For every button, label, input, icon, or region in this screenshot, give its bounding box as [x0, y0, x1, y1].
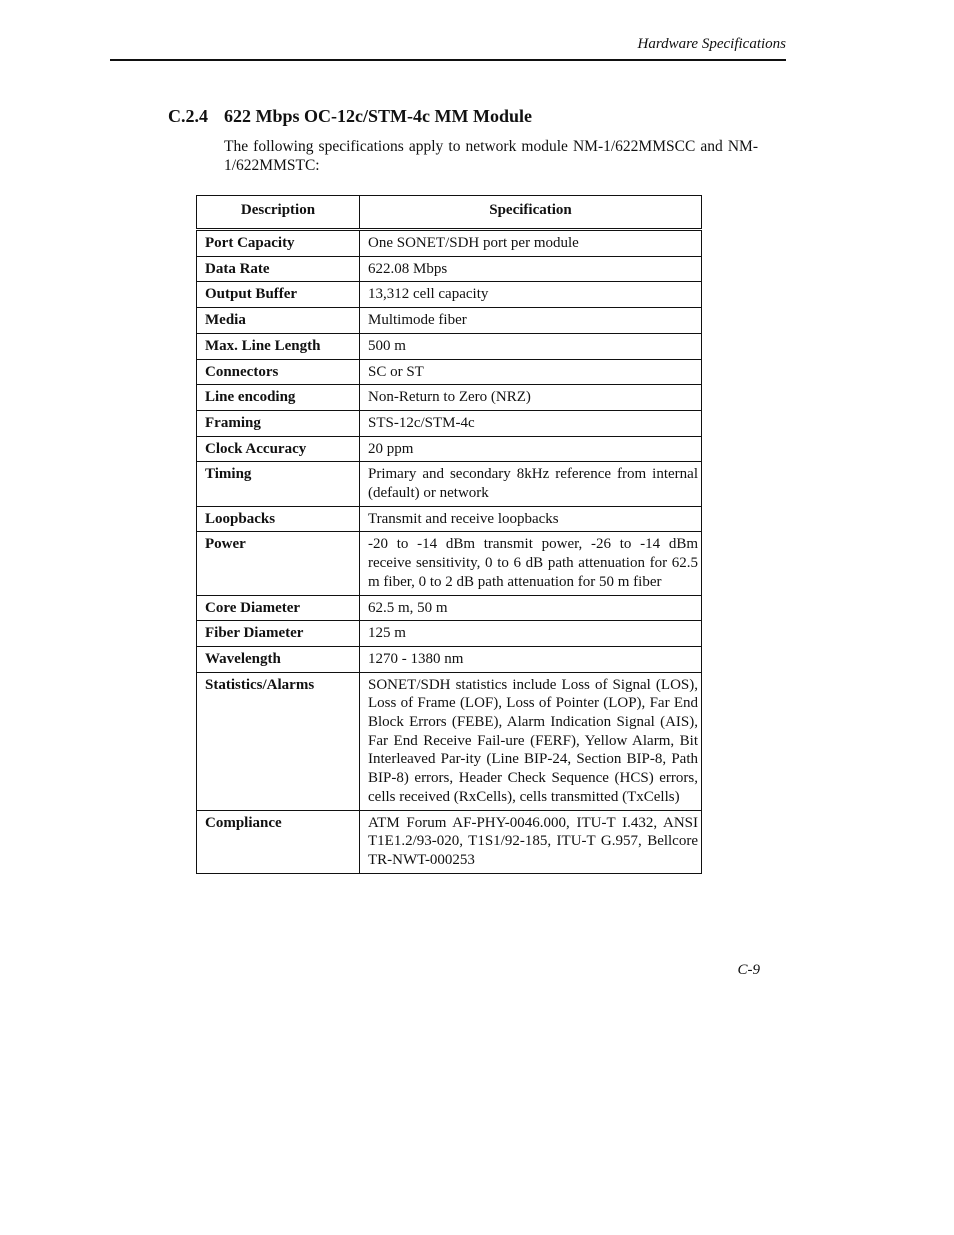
- row-specification: One SONET/SDH port per module: [360, 230, 702, 257]
- row-description: Compliance: [197, 810, 360, 873]
- row-specification: 13,312 cell capacity: [360, 282, 702, 308]
- row-description: Statistics/Alarms: [197, 672, 360, 810]
- row-specification: 20 ppm: [360, 436, 702, 462]
- table-row: [197, 256, 702, 282]
- row-description: Max. Line Length: [197, 333, 360, 359]
- table-header-row: [197, 196, 702, 230]
- row-description: Wavelength: [197, 646, 360, 672]
- row-specification: SONET/SDH statistics include Loss of Signal (LOS), Loss of Frame (LOF), Loss of Pointer (LOP), Far End Block Errors (FEBE), Alarm Indication Signal (AIS), Far End Receive Fail-ure (FERF), Yellow Alarm, Bit Interleaved Par-ity (Line BIP-24, Section BIP-8, Path BIP-8) errors, Header Check Sequence (HCS) errors, cells received (RxCells), cells transmitted (TxCells): [360, 672, 702, 810]
- table-row: [197, 621, 702, 647]
- table-row: [197, 333, 702, 359]
- row-description: Output Buffer: [197, 282, 360, 308]
- row-description: Loopbacks: [197, 506, 360, 532]
- row-specification: ATM Forum AF-PHY-0046.000, ITU-T I.432, ANSI T1E1.2/93-020, T1S1/92-185, ITU-T G.957, Bellcore TR-NWT-000253: [360, 810, 702, 873]
- row-description: Framing: [197, 410, 360, 436]
- column-header-specification: Specification: [360, 196, 702, 230]
- row-specification: Non-Return to Zero (NRZ): [360, 385, 702, 411]
- row-description: Power: [197, 532, 360, 595]
- table-row: [197, 436, 702, 462]
- table-row: [197, 506, 702, 532]
- table-row: [197, 308, 702, 334]
- row-description: Media: [197, 308, 360, 334]
- running-header: Hardware Specifications: [110, 36, 786, 61]
- row-description: Data Rate: [197, 256, 360, 282]
- table-row: [197, 385, 702, 411]
- row-specification: 1270 - 1380 nm: [360, 646, 702, 672]
- table-row: [197, 810, 702, 873]
- row-specification: -20 to -14 dBm transmit power, -26 to -14 dBm receive sensitivity, 0 to 6 dB path attenuation for 62.5 m fiber, 0 to 2 dB path attenuation for 50 m fiber: [360, 532, 702, 595]
- row-description: Connectors: [197, 359, 360, 385]
- table-row: [197, 646, 702, 672]
- table-row: [197, 672, 702, 810]
- table-row: [197, 410, 702, 436]
- row-description: Timing: [197, 462, 360, 506]
- row-specification: 125 m: [360, 621, 702, 647]
- specification-table: [196, 195, 702, 874]
- table-row: [197, 532, 702, 595]
- section-title: [168, 106, 532, 127]
- row-specification: Transmit and receive loopbacks: [360, 506, 702, 532]
- table-row: [197, 282, 702, 308]
- row-specification: Primary and secondary 8kHz reference from internal (default) or network: [360, 462, 702, 506]
- row-specification: 62.5 m, 50 m: [360, 595, 702, 621]
- column-header-description: Description: [197, 196, 360, 230]
- row-description: Clock Accuracy: [197, 436, 360, 462]
- table-row: [197, 462, 702, 506]
- row-description: Fiber Diameter: [197, 621, 360, 647]
- row-description: Port Capacity: [197, 230, 360, 257]
- intro-paragraph: The following specifications apply to network module NM-1/622MMSCC and NM-1/622MMSTC:: [224, 138, 758, 174]
- row-specification: Multimode fiber: [360, 308, 702, 334]
- row-description: Line encoding: [197, 385, 360, 411]
- table-row: [197, 230, 702, 257]
- row-specification: 622.08 Mbps: [360, 256, 702, 282]
- row-specification: 500 m: [360, 333, 702, 359]
- row-specification: STS-12c/STM-4c: [360, 410, 702, 436]
- row-description: Core Diameter: [197, 595, 360, 621]
- table-row: [197, 595, 702, 621]
- section-title-text: 622 Mbps OC-12c/STM-4c MM Module: [224, 106, 532, 126]
- section-number: C.2.4: [168, 106, 208, 126]
- row-specification: SC or ST: [360, 359, 702, 385]
- page-number: C-9: [737, 962, 760, 978]
- table-row: [197, 359, 702, 385]
